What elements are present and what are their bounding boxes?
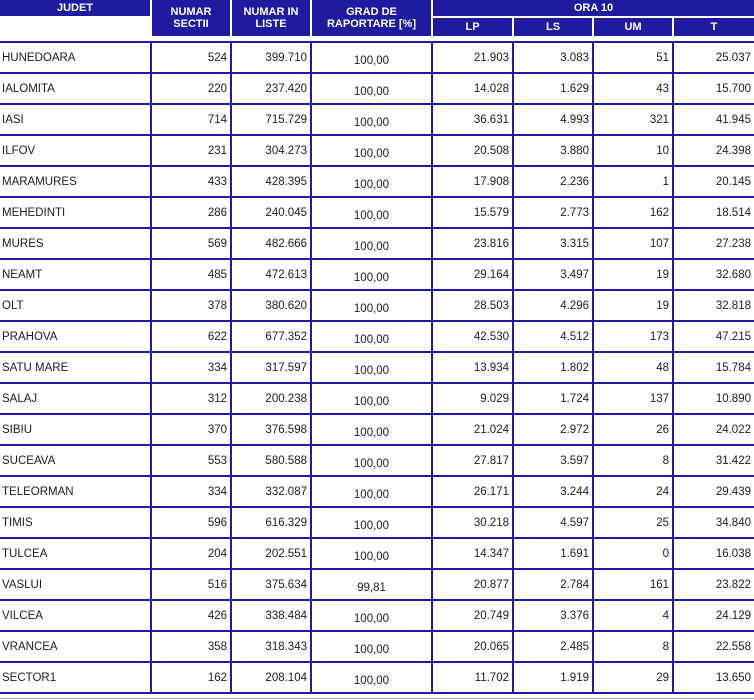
row-divider [0,692,754,694]
cell-numar-sectii: 516 [207,578,227,591]
cell-lp: 26.171 [473,485,509,498]
cell-judet: SALAJ [2,392,38,405]
cell-ls: 2.773 [560,206,589,219]
table-row [0,43,754,72]
cell-t: 34.840 [715,516,751,529]
cell-ls: 1.629 [560,82,589,95]
column-divider [230,41,232,694]
cell-t: 41.945 [715,113,751,126]
table-row [0,105,754,134]
cell-numar-sectii: 231 [207,144,227,157]
cell-grad-raportare: 100,00 [353,240,390,253]
cell-numar-sectii: 220 [207,82,227,95]
cell-numar-sectii: 596 [207,516,227,529]
cell-numar-sectii: 485 [207,268,227,281]
cell-grad-raportare: 100,00 [353,488,390,501]
cell-numar-sectii: 378 [207,299,227,312]
cell-um: 8 [662,454,669,467]
table-row [0,167,754,196]
cell-um: 1 [662,175,669,188]
cell-numar-in-liste: 472.613 [265,268,307,281]
table-row [0,539,754,568]
cell-t: 18.514 [715,206,751,219]
cell-judet: OLT [2,299,24,312]
cell-lp: 20.749 [473,609,509,622]
cell-numar-sectii: 714 [207,113,227,126]
cell-judet: TULCEA [2,547,48,560]
cell-judet: TIMIS [2,516,33,529]
cell-ls: 3.376 [560,609,589,622]
row-divider [0,103,754,105]
row-divider [0,41,754,43]
cell-judet: SIBIU [2,423,33,436]
cell-um: 173 [649,330,669,343]
cell-grad-raportare: 100,00 [353,643,390,656]
cell-lp: 21.024 [473,423,509,436]
table-row [0,291,754,320]
cell-numar-in-liste: 237.420 [265,82,307,95]
cell-lp: 14.028 [473,82,509,95]
column-divider [672,41,674,694]
cell-judet: SATU MARE [2,361,69,374]
cell-t: 24.398 [715,144,751,157]
column-divider [431,41,433,694]
table-row [0,570,754,599]
cell-lp: 30.218 [473,516,509,529]
cell-ls: 1.802 [560,361,589,374]
cell-grad-raportare: 100,00 [353,364,390,377]
cell-grad-raportare: 100,00 [353,426,390,439]
row-divider [0,258,754,260]
cell-numar-sectii: 426 [207,609,227,622]
cell-numar-sectii: 433 [207,175,227,188]
cell-ls: 4.296 [560,299,589,312]
cell-judet: IASI [2,113,24,126]
cell-lp: 11.702 [474,671,509,684]
cell-numar-in-liste: 715.729 [265,113,307,126]
cell-numar-sectii: 569 [207,237,227,250]
row-divider [0,599,754,601]
table-row [0,477,754,506]
cell-lp: 9.029 [480,392,509,405]
row-divider [0,351,754,353]
cell-t: 13.650 [715,671,751,684]
cell-um: 162 [649,206,669,219]
cell-grad-raportare: 100,00 [353,333,390,346]
cell-lp: 29.164 [473,268,509,281]
cell-grad-raportare: 100,00 [353,519,390,532]
column-divider [512,41,514,694]
cell-t: 32.680 [715,268,751,281]
cell-ls: 2.236 [560,175,589,188]
row-divider [0,289,754,291]
cell-ls: 2.784 [560,578,589,591]
header-um: UM [594,18,672,36]
table-row [0,415,754,444]
cell-grad-raportare: 100,00 [353,209,390,222]
table-row [0,446,754,475]
cell-t: 22.558 [715,640,751,653]
cell-um: 19 [656,268,669,281]
row-divider [0,72,754,74]
cell-judet: MEHEDINTI [2,206,66,219]
cell-ls: 3.597 [560,454,589,467]
cell-numar-in-liste: 580.588 [265,454,307,467]
cell-numar-sectii: 553 [207,454,227,467]
cell-judet: ILFOV [2,144,36,157]
cell-judet: VASLUI [2,578,43,591]
cell-numar-sectii: 204 [207,547,227,560]
cell-ls: 4.597 [560,516,589,529]
cell-grad-raportare: 100,00 [353,147,390,160]
header-grad-raportare: GRAD DE RAPORTARE [%] [312,0,431,36]
cell-um: 137 [649,392,669,405]
cell-um: 48 [656,361,669,374]
cell-um: 19 [656,299,669,312]
cell-t: 27.238 [715,237,751,250]
cell-numar-in-liste: 318.343 [265,640,307,653]
column-divider [592,41,594,694]
cell-grad-raportare: 100,00 [353,550,390,563]
cell-um: 29 [656,671,669,684]
table-row [0,384,754,413]
cell-um: 0 [662,547,669,560]
cell-t: 29.439 [715,485,751,498]
page-bottom-rule [0,698,754,699]
row-divider [0,227,754,229]
cell-um: 43 [656,82,669,95]
cell-lp: 13.934 [473,361,509,374]
header-ls: LS [514,18,592,36]
row-divider [0,196,754,198]
header-t: T [674,18,754,36]
cell-lp: 23.816 [473,237,509,250]
table-row [0,74,754,103]
cell-ls: 3.497 [560,268,589,281]
cell-numar-sectii: 370 [207,423,227,436]
cell-judet: VILCEA [2,609,43,622]
cell-numar-in-liste: 332.087 [265,485,307,498]
row-divider [0,413,754,415]
cell-t: 16.038 [715,547,751,560]
cell-numar-sectii: 524 [207,51,227,64]
cell-ls: 3.083 [560,51,589,64]
row-divider [0,506,754,508]
header-ora: ORA 10 [433,0,754,16]
cell-ls: 3.880 [560,144,589,157]
cell-judet: SECTOR1 [2,671,57,684]
row-divider [0,134,754,136]
cell-grad-raportare: 100,00 [353,457,390,470]
cell-t: 24.129 [715,609,751,622]
column-divider [310,41,312,694]
table-row [0,322,754,351]
table-row [0,353,754,382]
cell-ls: 3.244 [560,485,589,498]
cell-numar-sectii: 286 [207,206,227,219]
cell-um: 24 [656,485,669,498]
cell-ls: 4.993 [560,113,589,126]
cell-judet: TELEORMAN [2,485,74,498]
row-divider [0,382,754,384]
cell-um: 26 [656,423,669,436]
header-numar-sectii: NUMAR SECTII [152,0,230,36]
cell-ls: 2.485 [560,640,589,653]
cell-lp: 21.903 [473,51,509,64]
cell-lp: 20.508 [473,144,509,157]
cell-numar-in-liste: 317.597 [265,361,307,374]
cell-numar-in-liste: 200.238 [265,392,307,405]
cell-judet: MURES [2,237,44,250]
cell-numar-sectii: 358 [207,640,227,653]
row-divider [0,568,754,570]
cell-grad-raportare: 100,00 [353,116,390,129]
cell-t: 24.022 [715,423,751,436]
cell-ls: 1.691 [560,547,589,560]
table-row [0,601,754,630]
cell-grad-raportare: 99,81 [357,581,386,594]
cell-lp: 42.530 [473,330,509,343]
cell-t: 15.784 [715,361,751,374]
cell-grad-raportare: 100,00 [353,302,390,315]
cell-um: 321 [649,113,669,126]
cell-numar-in-liste: 677.352 [265,330,307,343]
cell-grad-raportare: 100,00 [353,271,390,284]
row-divider [0,320,754,322]
cell-numar-sectii: 162 [207,671,227,684]
cell-um: 8 [662,640,669,653]
cell-numar-in-liste: 380.620 [265,299,307,312]
cell-judet: SUCEAVA [2,454,56,467]
cell-numar-in-liste: 240.045 [265,206,307,219]
cell-um: 107 [649,237,669,250]
cell-um: 51 [656,51,669,64]
cell-ls: 2.972 [560,423,589,436]
cell-lp: 17.908 [473,175,509,188]
row-divider [0,444,754,446]
cell-grad-raportare: 100,00 [353,85,390,98]
cell-numar-in-liste: 375.634 [265,578,307,591]
table-row [0,260,754,289]
cell-lp: 15.579 [473,206,509,219]
cell-lp: 28.503 [473,299,509,312]
cell-t: 10.890 [715,392,751,405]
cell-t: 15.700 [715,82,751,95]
table-row [0,632,754,661]
cell-lp: 36.631 [473,113,509,126]
cell-lp: 20.877 [473,578,509,591]
cell-grad-raportare: 100,00 [353,178,390,191]
cell-numar-in-liste: 428.395 [265,175,307,188]
cell-grad-raportare: 100,00 [353,54,390,67]
cell-um: 161 [649,578,669,591]
table-row [0,229,754,258]
cell-grad-raportare: 100,00 [353,395,390,408]
table-row [0,663,754,692]
header-numar-in-liste: NUMAR IN LISTE [232,0,310,36]
cell-numar-in-liste: 208.104 [265,671,307,684]
table-row [0,198,754,227]
cell-t: 20.145 [715,175,751,188]
cell-numar-in-liste: 616.329 [265,516,307,529]
cell-lp: 14.347 [473,547,509,560]
cell-numar-in-liste: 304.273 [265,144,307,157]
cell-numar-in-liste: 338.484 [265,609,307,622]
row-divider [0,165,754,167]
header-judet: JUDET [0,0,150,16]
cell-grad-raportare: 100,00 [353,674,390,687]
cell-um: 25 [656,516,669,529]
cell-um: 10 [656,144,669,157]
cell-numar-sectii: 312 [207,392,227,405]
cell-t: 32.818 [715,299,751,312]
cell-ls: 1.724 [560,392,589,405]
column-divider [150,41,152,694]
header-lp: LP [433,18,512,36]
cell-judet: NEAMT [2,268,43,281]
cell-numar-in-liste: 202.551 [265,547,307,560]
cell-t: 47.215 [715,330,751,343]
cell-t: 23.822 [715,578,751,591]
cell-ls: 3.315 [560,237,589,250]
cell-judet: VRANCEA [2,640,58,653]
row-divider [0,661,754,663]
cell-numar-sectii: 334 [207,361,227,374]
row-divider [0,630,754,632]
cell-lp: 20.065 [473,640,509,653]
cell-judet: IALOMITA [2,82,55,95]
table-row [0,136,754,165]
cell-t: 31.422 [715,454,751,467]
cell-grad-raportare: 100,00 [353,612,390,625]
table-row [0,508,754,537]
cell-um: 4 [662,609,669,622]
cell-numar-sectii: 622 [207,330,227,343]
cell-lp: 27.817 [473,454,509,467]
cell-judet: MARAMURES [2,175,77,188]
cell-numar-in-liste: 376.598 [265,423,307,436]
cell-numar-sectii: 334 [207,485,227,498]
cell-judet: PRAHOVA [2,330,58,343]
cell-ls: 1.919 [560,671,589,684]
cell-ls: 4.512 [560,330,589,343]
cell-judet: HUNEDOARA [2,51,76,64]
cell-t: 25.037 [715,51,751,64]
cell-numar-in-liste: 482.666 [265,237,307,250]
row-divider [0,475,754,477]
row-divider [0,537,754,539]
cell-numar-in-liste: 399.710 [265,51,307,64]
